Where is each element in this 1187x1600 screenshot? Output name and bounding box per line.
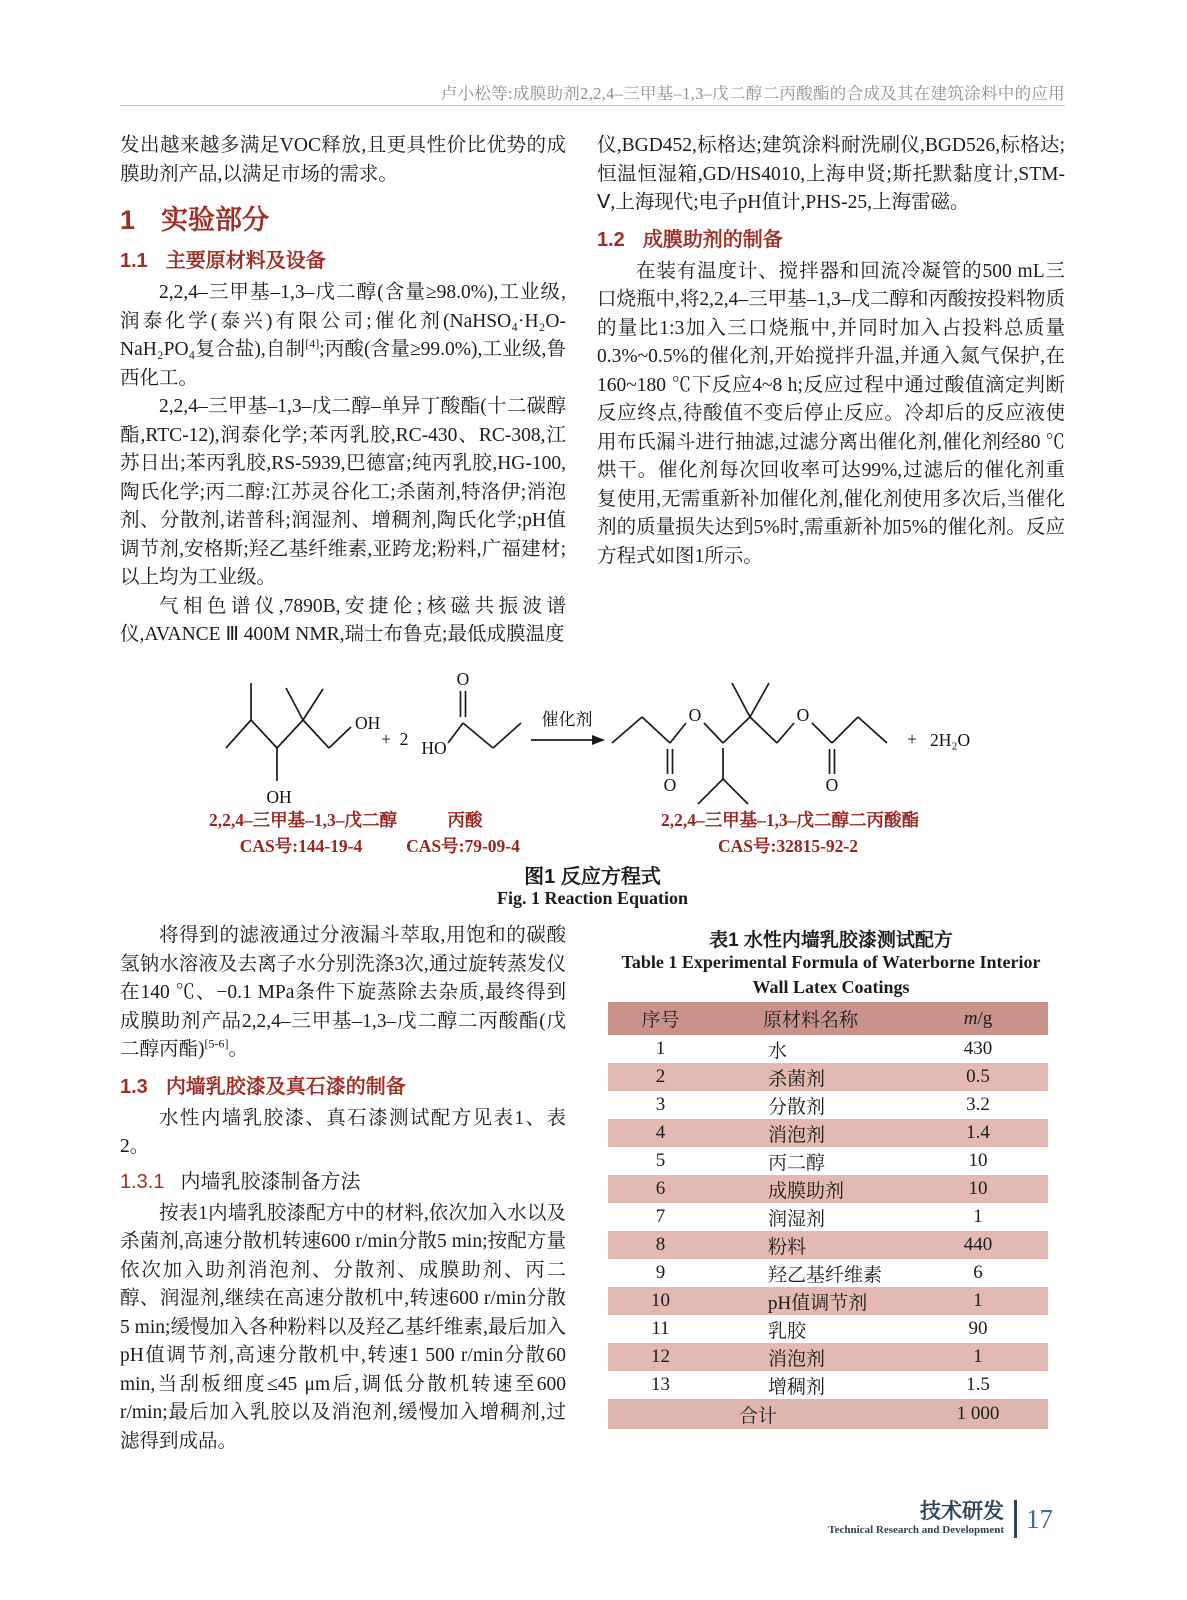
- table-row: [608, 1035, 1048, 1063]
- paragraph-instruments-cont: 仪,BGD452,标格达;建筑涂料耐洗刷仪,BGD526,标格达;恒温恒湿箱,GD/HS4010,上海申贤;斯托默黏度计,STM-Ⅴ,上海现代;电子pH值计,PHS-25,上海雷磁。: [597, 135, 1065, 213]
- table-cell: 1: [655, 1038, 666, 1059]
- cas-number-ester: CAS号:32815-92-2: [718, 836, 858, 856]
- section-title: 实验部分: [161, 205, 270, 235]
- table-cell: 4: [608, 1119, 713, 1147]
- cas-number-acid: CAS号:79-09-4: [406, 836, 520, 856]
- section-title: 成膜助剂的制备: [642, 228, 783, 251]
- table-row: [608, 1315, 1048, 1343]
- bond-lines: [226, 683, 887, 804]
- section-heading-1: [120, 203, 566, 237]
- atom-label-oh-bottom: OH: [266, 787, 292, 807]
- table-1-title-en-line2: Wall Latex Coatings: [752, 977, 910, 997]
- figure-1-reaction-scheme: [118, 645, 1070, 860]
- table-total-row: [608, 1399, 1048, 1429]
- table-cell: 润湿剂: [768, 1208, 826, 1230]
- table-cell: 6: [608, 1175, 713, 1203]
- text-run: 。: [228, 1039, 249, 1060]
- column-left-top: [120, 132, 566, 650]
- text-run: ;丙酸(含量≥99.0%),工业级,鲁西化工。: [120, 339, 566, 389]
- running-head: 卢小松等:成膜助剂2,2,4–三甲基–1,3–戊二醇二丙酸酯的合成及其在建筑涂料中的应用: [440, 84, 1065, 103]
- table-cell: 5: [655, 1150, 666, 1171]
- table-1-title-en-line1: Table 1 Experimental Formula of Waterborne Interior: [621, 952, 1041, 972]
- paragraph-filtrate: [120, 922, 566, 1065]
- table-cell: 杀菌剂: [713, 1063, 908, 1091]
- table-cell: 440: [908, 1231, 1048, 1259]
- table-row: [608, 1147, 1048, 1175]
- table-cell: 丙二醇: [768, 1152, 826, 1174]
- table-cell: 8: [608, 1231, 713, 1259]
- footer-section-en: Technical Research and Development: [828, 1524, 1004, 1536]
- section-heading-1-3-1: [120, 1168, 566, 1196]
- column-right-top: [597, 132, 1065, 571]
- table-cell: 0.5: [908, 1063, 1048, 1091]
- paragraph-materials: [120, 279, 566, 393]
- table-1: [608, 1002, 1048, 1429]
- paragraph-preparation: 在装有温度计、搅拌器和回流冷凝管的500 mL三口烧瓶中,将2,2,4–三甲基–1,3–戊二醇和丙酸按投料物质的量比1:3加入三口烧瓶中,并同时加入占投料总质量0.3%~0.5%的催化剂,开始搅拌升温,并通入氮气保护,在160~180 ℃下反应4~8 h;反应过程中通过酸值滴定判断反应终点,待酸值不变后停止反应。冷却后的反应液使用布氏漏斗进行抽滤,过滤分离出催化剂,催化剂经80 ℃烘干。催化剂每次回收率可达99%,过滤后的催化剂重复使用,无需重新补加催化剂,催化剂使用多次后,当催化剂的质量损失达到5%时,需重新补加5%的催化剂。反应方程式如图1所示。: [597, 260, 1066, 567]
- table-cell: 1.5: [966, 1374, 990, 1395]
- table-cell: 2: [608, 1063, 713, 1091]
- mass-unit: /g: [977, 1007, 993, 1029]
- atom-label-o-carbonyl: O: [663, 775, 677, 795]
- table-row: [608, 1175, 1048, 1203]
- table-cell: 羟乙基纤维素: [768, 1264, 883, 1286]
- section-number: 1: [120, 205, 136, 235]
- table-row: [608, 1371, 1048, 1399]
- table-cell: 6: [973, 1262, 983, 1283]
- footer-divider-bar: [1014, 1500, 1017, 1538]
- column-header-no: 序号: [608, 1002, 713, 1035]
- paragraph-formula-ref: 水性内墙乳胶漆、真石漆测试配方见表1、表2。: [120, 1107, 566, 1157]
- plus-sign: +: [907, 729, 917, 749]
- table-cell: 10: [968, 1150, 988, 1171]
- text-run: 2,2,4–三甲基–1,3–戊二醇(含量≥98.0%),工业级,润泰化学(泰兴)有限公司;催化剂(NaHSO₄·H₂O-NaH₂PO₄复合盐),自制: [120, 282, 566, 360]
- table-cell: 13: [651, 1374, 670, 1395]
- table-1-title-en: [597, 950, 1065, 1000]
- coefficient-2: 2: [399, 729, 409, 749]
- table-cell: 430: [963, 1038, 993, 1059]
- table-cell: 消泡剂: [713, 1343, 908, 1371]
- paragraph-instruments: 气相色谱仪,7890B,安捷伦;核磁共振波谱仪,AVANCE Ⅲ 400M NMR,瑞士布鲁克;最低成膜温度: [120, 595, 566, 645]
- section-number: 1.3.1: [120, 1170, 165, 1193]
- figure-caption-en: Fig. 1 Reaction Equation: [496, 888, 688, 908]
- table-cell: pH值调节剂: [713, 1287, 908, 1315]
- table-cell: 1: [973, 1206, 983, 1227]
- table-row: [608, 1287, 1048, 1315]
- compound-label-acid: 丙酸: [447, 810, 483, 830]
- section-title: 内墙乳胶漆及真石漆的制备: [165, 1075, 406, 1098]
- atom-label-oh-right: OH: [355, 713, 381, 733]
- table-row: [608, 1259, 1048, 1287]
- compound-label-ester: 2,2,4–三甲基–1,3–戊二醇二丙酸酯: [660, 810, 920, 830]
- table-body: [608, 1035, 1048, 1399]
- table-cell: 11: [651, 1318, 670, 1339]
- table-header-row: [608, 1002, 1048, 1035]
- section-heading-1-3: [120, 1073, 566, 1101]
- table-cell: 3: [655, 1094, 666, 1115]
- table-cell: 消泡剂: [713, 1119, 908, 1147]
- table-row: [608, 1343, 1048, 1371]
- total-label: 合计: [608, 1399, 908, 1429]
- table-1-title-cn: 表1 水性内墙乳胶漆测试配方: [709, 930, 953, 951]
- atom-label-o-carbonyl: O: [825, 775, 839, 795]
- catalyst-label: 催化剂: [541, 710, 593, 729]
- table-cell: 粉料: [713, 1231, 908, 1259]
- compound-label-diol: 2,2,4–三甲基–1,3–戊二醇: [208, 810, 398, 830]
- table-cell: 水: [768, 1040, 788, 1062]
- page-number: 17: [1026, 1503, 1053, 1534]
- page-footer: [0, 1500, 1053, 1538]
- section-title: 主要原材料及设备: [165, 250, 326, 272]
- section-number: 1.2: [597, 228, 625, 251]
- section-heading-1-2: [597, 226, 1065, 254]
- footer-section: [828, 1501, 1004, 1537]
- footer-section-cn: 技术研发: [920, 1500, 1004, 1523]
- atom-label-ho: HO: [421, 738, 447, 758]
- header-rule: [120, 105, 1065, 106]
- table-cell: 增稠剂: [768, 1376, 826, 1398]
- section-heading-1-1: [120, 247, 566, 275]
- table-cell: 成膜助剂: [713, 1175, 908, 1203]
- cas-number-diol: CAS号:144-19-4: [239, 836, 363, 856]
- section-number: 1.3: [120, 1075, 148, 1098]
- table-cell: 10: [908, 1175, 1048, 1203]
- table-cell: 1.4: [908, 1119, 1048, 1147]
- table-row: [608, 1063, 1048, 1091]
- total-value: 1 000: [908, 1399, 1048, 1429]
- table-cell: 10: [608, 1287, 713, 1315]
- table-cell: 乳胶: [768, 1320, 807, 1342]
- section-title: 内墙乳胶漆制备方法: [180, 1170, 361, 1193]
- atom-label-o-ester: O: [796, 705, 810, 725]
- table-cell: 7: [655, 1206, 666, 1227]
- section-number: 1.1: [120, 250, 148, 272]
- table-cell: 1: [908, 1343, 1048, 1371]
- column-left-bottom: [120, 922, 566, 1456]
- mass-symbol: m: [963, 1007, 978, 1029]
- water-label: 2H₂O: [930, 730, 971, 750]
- citation-ref: [4]: [305, 336, 320, 351]
- table-row: [608, 1203, 1048, 1231]
- column-header-name: 原材料名称: [713, 1002, 908, 1035]
- text-run: 将得到的滤液通过分液漏斗萃取,用饱和的碳酸氢钠水溶液及去离子水分别洗涤3次,通过旋转蒸发仪在140 ℃、−0.1 MPa条件下旋蒸除去杂质,最终得到成膜助剂产品2,2,4–三甲基–1,3–戊二醇二丙酸酯(戊二醇丙酯): [120, 925, 566, 1060]
- table-row: [608, 1091, 1048, 1119]
- table-cell: 12: [608, 1343, 713, 1371]
- table-row: [608, 1231, 1048, 1259]
- table-cell: 分散剂: [768, 1096, 826, 1118]
- figure-caption-cn: 图1 反应方程式: [524, 866, 661, 888]
- table-cell: 3.2: [966, 1094, 990, 1115]
- paragraph-suppliers: 2,2,4–三甲基–1,3–戊二醇–单异丁酸酯(十二碳醇酯,RTC-12),润泰化学;苯丙乳胶,RC-430、RC-308,江苏日出;苯丙乳胶,RS-5939,巴德富;纯丙乳胶,HG-100,陶氏化学;丙二醇:江苏灵谷化工;杀菌剂,特洛伊;消泡剂、分散剂,诺普科;润湿剂、增稠剂,陶氏化学;pH值调节剂,安格斯;羟乙基纤维素,亚跨龙;粉料,广福建材;以上均为工业级。: [120, 396, 566, 588]
- table-cell: 90: [968, 1318, 988, 1339]
- column-header-mass: [908, 1002, 1048, 1035]
- atom-label-o-carbonyl: O: [456, 669, 470, 689]
- paragraph-method: 按表1内墙乳胶漆配方中的材料,依次加入水以及杀菌剂,高速分散机转速600 r/min分散5 min;按配方量依次加入助剂消泡剂、分散剂、成膜助剂、丙二醇、润湿剂,继续在高速分散机中,转速600 r/min分散5 min;缓慢加入各种粉料以及羟乙基纤维素,最后加入pH值调节剂,高速分散机中,转速1 500 r/min分散60 min,当刮板细度≤45 μm后,调低分散机转速至600 r/min;最后加入乳胶以及消泡剂,缓慢加入增稠剂,过滤得到成品。: [120, 1202, 566, 1452]
- citation-ref: [5-6]: [204, 1036, 229, 1051]
- table-cell: 9: [655, 1262, 666, 1283]
- table-row: [608, 1119, 1048, 1147]
- paragraph-intro: 发出越来越多满足VOC释放,且更具性价比优势的成膜助剂产品,以满足市场的需求。: [120, 135, 566, 185]
- atom-label-o-ester: O: [688, 705, 702, 725]
- plus-sign: +: [381, 729, 391, 749]
- table-cell: 1: [908, 1287, 1048, 1315]
